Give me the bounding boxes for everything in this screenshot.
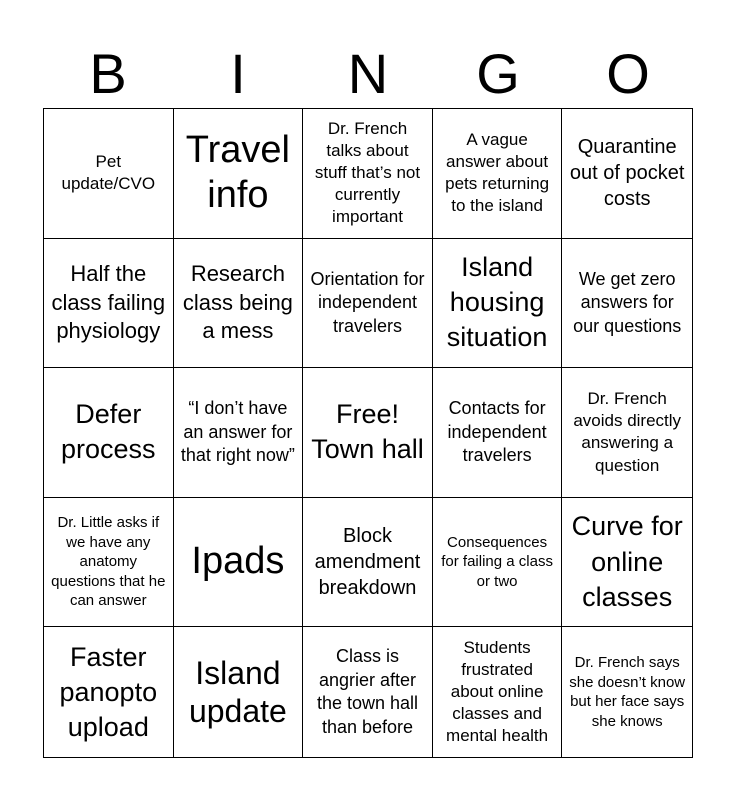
- bingo-cell[interactable]: [433, 109, 563, 239]
- bingo-cell[interactable]: [303, 109, 433, 239]
- bingo-cell[interactable]: [433, 498, 563, 628]
- cell-text: Consequences for failing a class or two: [441, 533, 553, 590]
- cell-text: We get zero answers for our questions: [573, 268, 682, 336]
- bingo-cell[interactable]: [303, 368, 433, 498]
- bingo-cell[interactable]: [562, 368, 692, 498]
- bingo-cell[interactable]: [174, 239, 304, 369]
- bingo-cell[interactable]: [433, 239, 563, 369]
- bingo-cell[interactable]: [174, 368, 304, 498]
- bingo-cell[interactable]: [562, 498, 692, 628]
- header-letter-g: G: [476, 42, 520, 105]
- cell-text: Block amendment breakdown: [314, 525, 421, 600]
- bingo-cell[interactable]: [303, 627, 433, 757]
- cell-text: Free! Town hall: [311, 399, 424, 465]
- bingo-header: [43, 40, 693, 108]
- header-letter-n: N: [347, 42, 389, 105]
- header-letter-i: I: [230, 42, 246, 105]
- cell-text: Travel info: [185, 128, 290, 217]
- bingo-cell[interactable]: [44, 239, 174, 369]
- cell-text: Orientation for independent travelers: [310, 268, 425, 336]
- cell-text: “I don’t have an answer for that right now”: [180, 398, 295, 466]
- cell-text: Students frustrated about online classes and mental health: [446, 637, 549, 746]
- cell-text: Contacts for independent travelers: [447, 398, 547, 466]
- bingo-cell[interactable]: [433, 368, 563, 498]
- cell-text: Pet update/CVO: [61, 152, 156, 194]
- bingo-cell[interactable]: [174, 627, 304, 757]
- cell-text: Defer process: [61, 399, 156, 465]
- bingo-cell[interactable]: [44, 368, 174, 498]
- cell-text: Quarantine out of pocket costs: [569, 136, 685, 211]
- bingo-cell[interactable]: [303, 239, 433, 369]
- header-letter-b: B: [89, 42, 127, 105]
- bingo-cell[interactable]: [44, 627, 174, 757]
- bingo-cell[interactable]: [433, 627, 563, 757]
- cell-text: Half the class failing physiology: [51, 261, 166, 344]
- cell-text: Dr. French avoids directly answering a question: [573, 389, 682, 475]
- bingo-board: [43, 108, 693, 758]
- cell-text: Ipads: [191, 540, 285, 583]
- cell-text: Class is angrier after the town hall than before: [316, 646, 419, 737]
- bingo-cell[interactable]: [562, 109, 692, 239]
- bingo-cell[interactable]: [562, 627, 692, 757]
- cell-text: Island housing situation: [446, 252, 548, 353]
- cell-text: Island update: [188, 654, 287, 730]
- bingo-cell[interactable]: [44, 109, 174, 239]
- bingo-cell[interactable]: [174, 109, 304, 239]
- cell-text: Research class being a mess: [182, 261, 293, 344]
- cell-text: Dr. French says she doesn’t know but her face says she knows: [569, 654, 686, 730]
- cell-text: Dr. Little asks if we have any anatomy questions that he can answer: [51, 514, 166, 610]
- header-letter-o: O: [606, 42, 650, 105]
- bingo-cell[interactable]: [562, 239, 692, 369]
- cell-text: Faster panopto upload: [59, 641, 158, 742]
- bingo-cell[interactable]: [44, 498, 174, 628]
- bingo-cell[interactable]: [303, 498, 433, 628]
- cell-text: Curve for online classes: [571, 511, 683, 612]
- bingo-cell[interactable]: [174, 498, 304, 628]
- cell-text: Dr. French talks about stuff that’s not currently important: [314, 119, 421, 227]
- cell-text: A vague answer about pets returning to the island: [445, 130, 550, 216]
